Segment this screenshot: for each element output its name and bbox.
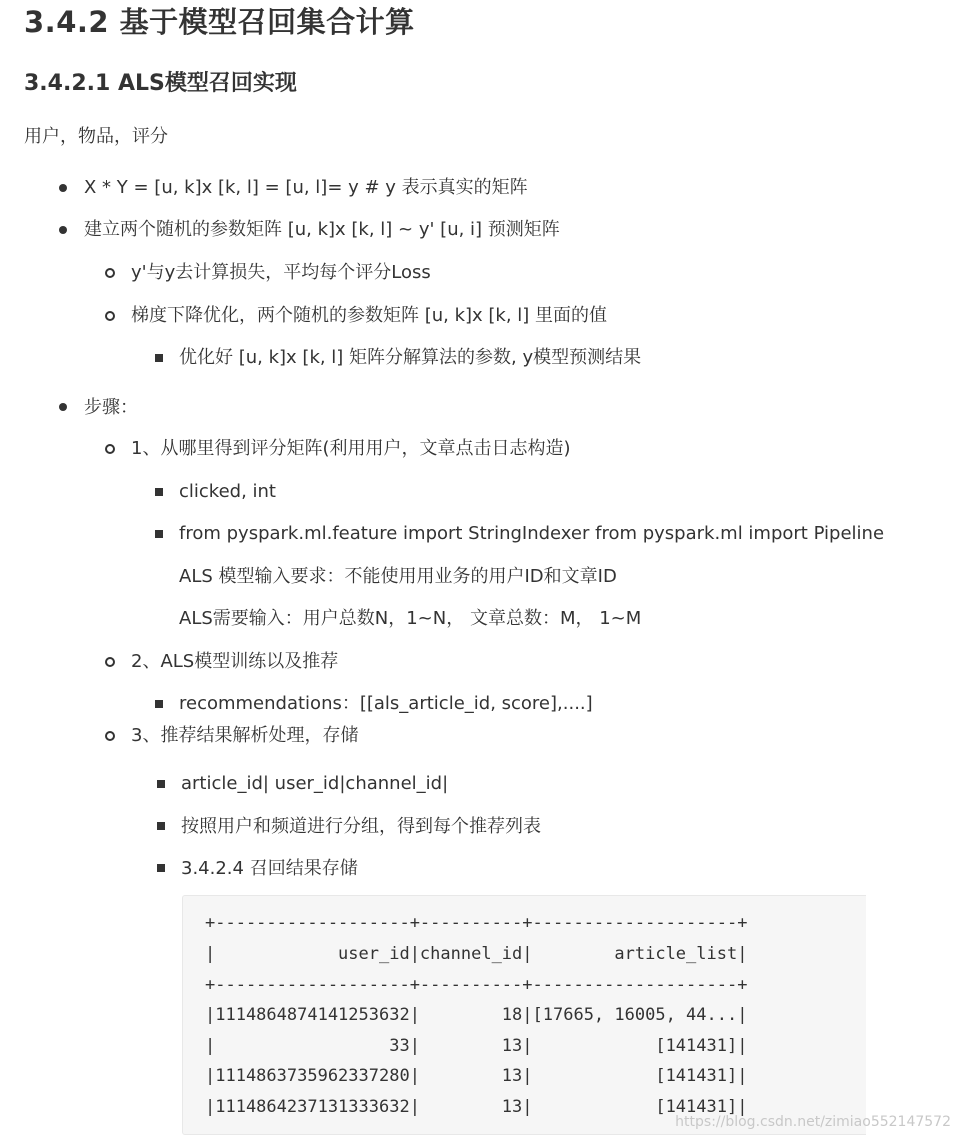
- subsection-heading: 3.4.2.1 ALS模型召回实现: [24, 71, 297, 96]
- intro-text: 用户，物品，评分: [24, 126, 168, 147]
- list-item: recommendations：[[als_article_id, score],....]: [179, 693, 593, 714]
- square-bullet-icon: [157, 864, 165, 872]
- list-item: article_id| user_id|channel_id|: [181, 773, 449, 794]
- list-item: y'与y去计算损失，平均每个评分Loss: [131, 262, 431, 283]
- section-heading: 3.4.2 基于模型召回集合计算: [24, 5, 415, 39]
- square-bullet-icon: [155, 488, 163, 496]
- circle-bullet-icon: [105, 311, 115, 321]
- code-block: [182, 895, 866, 1135]
- square-bullet-icon: [157, 822, 165, 830]
- code-line: | user_id|channel_id| article_list|: [205, 944, 748, 964]
- circle-bullet-icon: [105, 731, 115, 741]
- square-bullet-icon: [155, 354, 163, 362]
- list-item: 按照用户和频道进行分组，得到每个推荐列表: [181, 816, 541, 837]
- code-line: |1114864874141253632| 18|[17665, 16005, 44...|: [205, 1005, 748, 1025]
- list-item: clicked, int: [179, 481, 276, 502]
- list-item: 梯度下降优化，两个随机的参数矩阵 [u, k]x [k, l] 里面的值: [131, 305, 608, 326]
- code-line: +-------------------+----------+--------------------+: [205, 975, 748, 995]
- list-item: 建立两个随机的参数矩阵 [u, k]x [k, l] ~ y' [u, i] 预测矩阵: [84, 219, 560, 240]
- code-line: +-------------------+----------+--------------------+: [205, 913, 748, 933]
- list-item: 3.4.2.4 召回结果存储: [181, 858, 358, 879]
- circle-bullet-icon: [105, 657, 115, 667]
- disc-bullet-icon: [59, 184, 67, 192]
- disc-bullet-icon: [59, 403, 67, 411]
- list-item: 2、ALS模型训练以及推荐: [131, 651, 339, 672]
- circle-bullet-icon: [105, 268, 115, 278]
- code-line: | 33| 13| [141431]|: [205, 1036, 748, 1056]
- list-item: 优化好 [u, k]x [k, l] 矩阵分解算法的参数, y模型预测结果: [179, 347, 642, 368]
- circle-bullet-icon: [105, 444, 115, 454]
- watermark-text: https://blog.csdn.net/zimiao552147572: [675, 1114, 951, 1130]
- square-bullet-icon: [157, 780, 165, 788]
- list-item: from pyspark.ml.feature import StringIndexer from pyspark.ml import Pipeline: [179, 523, 885, 544]
- square-bullet-icon: [155, 700, 163, 708]
- list-item: X * Y = [u, k]x [k, l] = [u, l]= y # y 表示真实的矩阵: [84, 177, 528, 198]
- list-paragraph: ALS需要输入：用户总数N，1~N， 文章总数：M， 1~M: [179, 608, 642, 629]
- square-bullet-icon: [155, 530, 163, 538]
- list-paragraph: ALS 模型输入要求：不能使用用业务的用户ID和文章ID: [179, 566, 617, 587]
- disc-bullet-icon: [59, 226, 67, 234]
- list-item: 1、从哪里得到评分矩阵(利用用户，文章点击日志构造): [131, 438, 571, 459]
- list-item: 步骤：: [84, 397, 138, 418]
- code-line: |1114863735962337280| 13| [141431]|: [205, 1066, 748, 1086]
- code-line: |1114864237131333632| 13| [141431]|: [205, 1097, 748, 1117]
- list-item: 3、推荐结果解析处理，存储: [131, 725, 359, 746]
